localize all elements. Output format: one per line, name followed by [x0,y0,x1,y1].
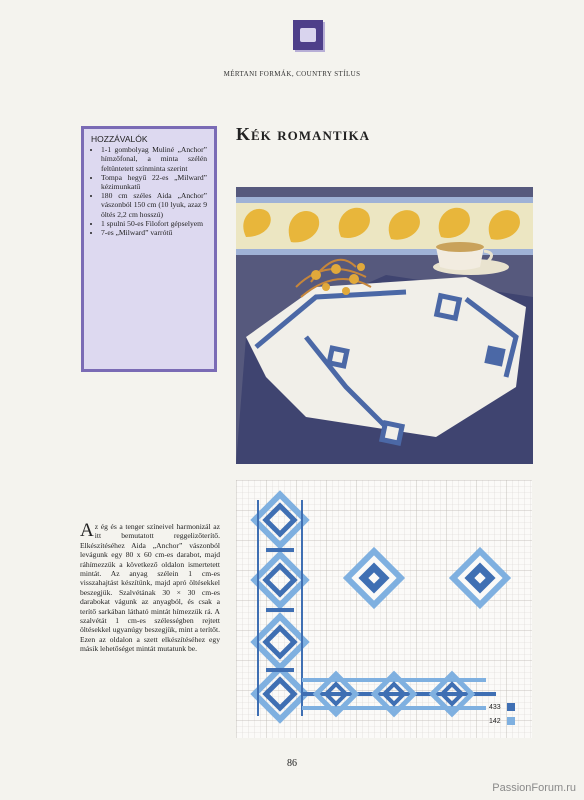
ingredients-list [91,145,207,237]
drop-cap: A [80,520,94,541]
description-body: z ég és a tenger színeivel harmonizál az itt bemutatott reggelizőterítő. Elkészítéséhez Aida „Anchor” vászonból levágunk egy 80 x 60 cm-es darabot, majd ráhímezzük a következő oldalon ismertetett mintát. Az anyag szélein 1 cm-es visszahajtást készítünk, majd apró öltésekkel beszegjük. Szalvétának 30 × 30 cm-es darabokat vágunk az anyagból, és csak a terítő sarkában látható mintát hímezzük rá. A szalvétát 1 cm-es szélességben rejtett öltésekkel ugyanúgy beszegjük, mint a terítőt. Ezen az oldalon a szett elkészítéséhez egy másik lehetőséget mintát mutatunk be. [80,522,220,654]
book-logo-icon [293,20,323,50]
ingredient-item: • 7-es „Milward” varrótű [101,228,207,237]
legend-item [489,714,515,728]
legend-swatch [507,703,515,711]
cross-stitch-chart [236,480,532,738]
color-legend [489,700,515,728]
legend-code: 142 [489,717,501,725]
page-title: Kék romantika [236,124,371,144]
ingredient-item: • 1-1 gombolyag Muliné „Anchor” hímzőfonal, a minta szélén feltüntetett színminta szerint [101,145,207,173]
legend-item [489,700,515,714]
ingredient-item: • Tompa hegyű 22-es „Milward” kézimunkatű [101,173,207,191]
description-text [80,522,220,654]
legend-code: 433 [489,703,501,711]
ingredients-box [81,126,217,372]
ingredient-item: • 1 spulni 50-es Filofort gépselyem [101,219,207,228]
legend-swatch [507,717,515,725]
ingredient-item: • 180 cm széles Aida „Anchor” vászonból 150 cm (10 lyuk, azaz 9 öltés 2,2 cm hosszú) [101,191,207,219]
ingredients-title: HOZZÁVALÓK [91,134,148,144]
photo-illustration [236,187,533,464]
tablecloth-photo [236,187,533,464]
chart-pattern [236,480,532,738]
watermark: PassionForum.ru [492,782,576,794]
page-number: 86 [287,758,297,769]
section-header: MÉRTANI FORMÁK, COUNTRY STÍLUS [223,70,361,78]
